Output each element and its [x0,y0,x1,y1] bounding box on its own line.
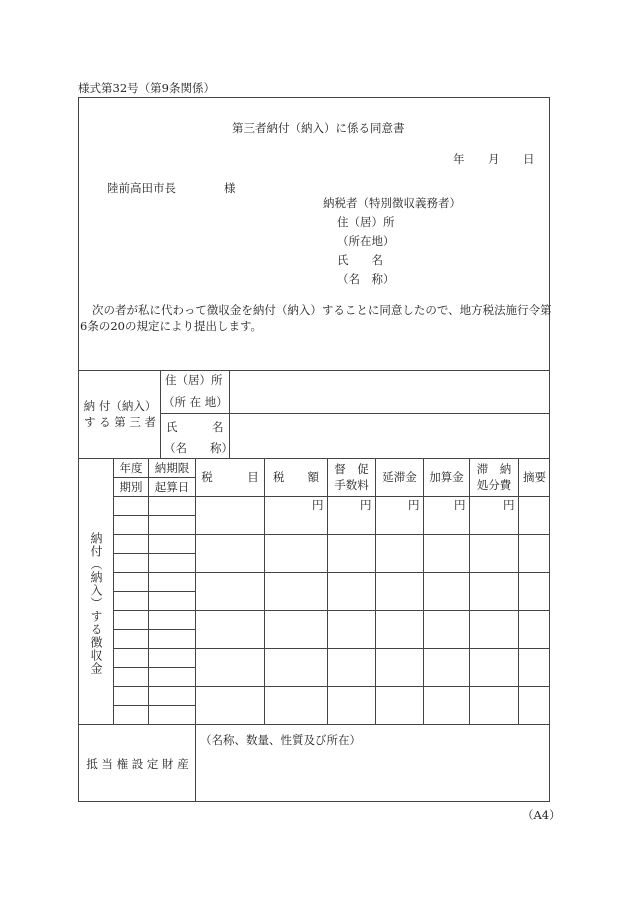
header-disposal-line1: 滞 納 [476,462,512,476]
divider-row-narrow [113,591,195,592]
taxpayer-address-label: 住（居）所 [337,215,395,229]
body-text-line2: 6条の20の規定により提出します。 [80,319,263,333]
paper-size: （A4） [522,808,561,822]
third-party-label-line1: 納 付（納入） [83,399,157,413]
divider-row-full [113,648,550,649]
divider-table-fee-col [375,458,376,724]
divider-table-additional-col [469,458,470,724]
collection-vertical-label: 納付（納入）する徴収金 [89,532,103,675]
date-day: 日 [523,152,535,166]
date-year: 年 [453,152,465,166]
divider-header-sub [113,477,195,478]
divider-table-taxamount-col [327,458,328,724]
taxpayer-location-label: （所在地） [337,234,395,248]
taxpayer-heading: 納税者（特別徴収義務者） [323,196,461,210]
form-number: 様式第32号（第9条関係） [78,81,215,95]
third-party-name-label: 氏 名 [166,420,224,434]
header-disposal-line2: 処分費 [476,478,512,492]
header-year: 年度 [119,461,143,475]
third-party-address-label: 住（居）所 [165,373,223,387]
divider-third-party-top [78,370,550,371]
third-party-location-label: （所 在 地） [163,395,228,409]
divider-row-narrow [113,515,195,516]
divider-row-narrow [113,705,195,706]
divider-row-narrow [113,667,195,668]
third-party-title-label: （名 称） [164,441,233,455]
body-text-line1: 次の者が私に代わって徴収金を納付（納入）することに同意したので、地方税法施行令第 [92,303,552,317]
divider-header-bottom [113,496,550,497]
yen-fee: 円 [360,498,372,512]
yen-additional: 円 [454,498,466,512]
taxpayer-title-label: （名 称） [337,272,395,286]
header-deadline: 納期限 [154,461,190,475]
taxpayer-name-label: 氏 名 [337,253,383,267]
divider-third-party-mid [160,413,550,414]
divider-row-narrow [113,629,195,630]
form-title: 第三者納付（納入）に係る同意書 [232,121,405,135]
divider-row-full [113,534,550,535]
divider-row-full [113,572,550,573]
divider-third-party-label [160,370,161,458]
header-fee-line1: 督 促 [334,462,369,476]
divider-row-full [113,686,550,687]
header-remarks: 摘要 [523,470,546,484]
divider-row-full [113,610,550,611]
yen-delinquency: 円 [408,498,420,512]
addressee-honorific: 様 [224,181,236,195]
header-delinquency: 延滞金 [382,470,417,484]
divider-table-bottom [78,724,550,725]
header-additional: 加算金 [429,470,464,484]
header-fee-line2: 手数料 [334,478,369,492]
addressee-name: 陸前高田市長 [107,181,176,195]
header-start-date: 起算日 [154,480,190,494]
divider-table-taxitem-col [264,458,265,724]
header-tax-item: 税 目 [201,470,259,484]
header-term: 期別 [119,480,143,494]
divider-table-disposal-col [518,458,519,724]
third-party-label-line2: す る 第 三 者 [83,415,157,429]
header-tax-amount: 税 額 [273,470,319,484]
divider-row-narrow [113,553,195,554]
collateral-label: 抵 当 権 設 定 財 産 [86,757,189,771]
date-month: 月 [488,152,500,166]
yen-tax-amount: 円 [312,498,324,512]
divider-table-deadline-col [195,458,196,802]
divider-table-delinquency-col [423,458,424,724]
yen-disposal: 円 [503,498,515,512]
collateral-note: （名称、数量、性質及び所在） [200,733,361,747]
